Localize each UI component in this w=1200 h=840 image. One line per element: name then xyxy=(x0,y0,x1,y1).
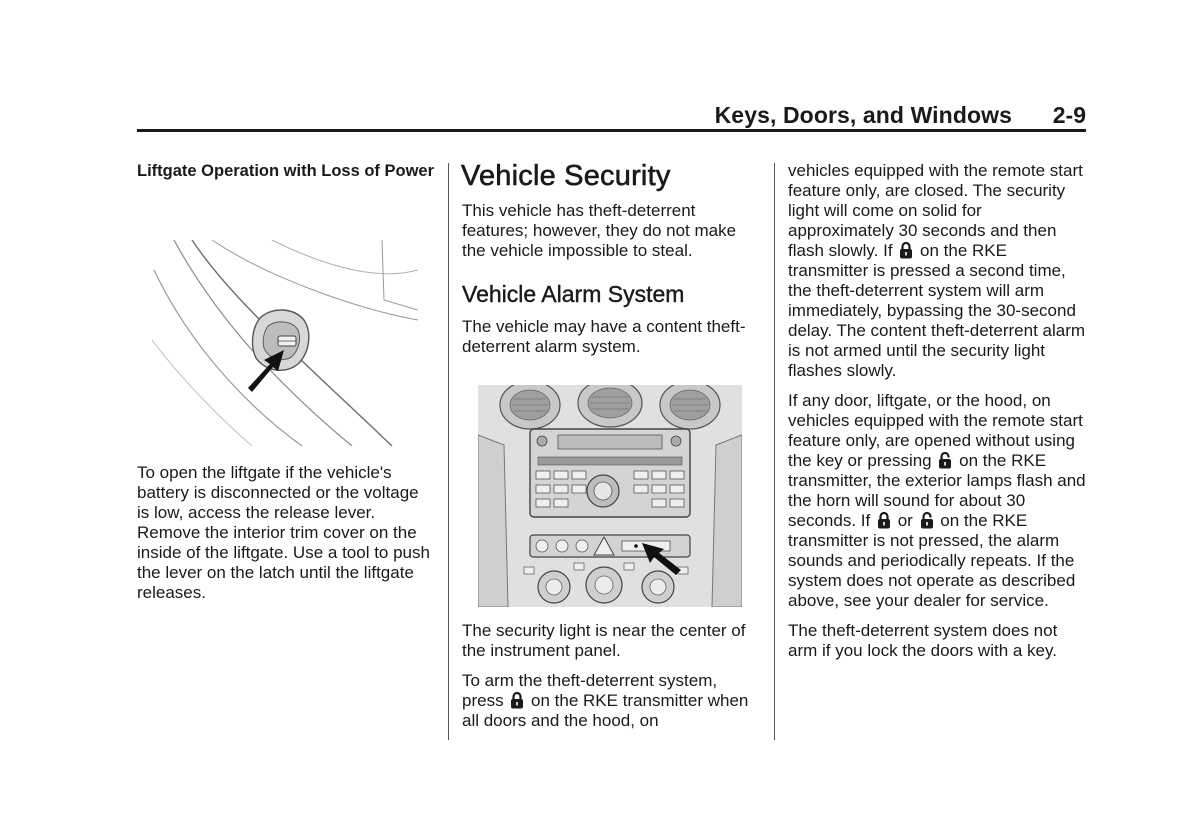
section-title: Keys, Doors, and Windows xyxy=(714,102,1012,128)
liftgate-paragraph: To open the liftgate if the vehicle's battery is disconnected or the voltage is low, access the release lever. Remove the interior trim cover on the inside of the liftgate. Use a tool to push the lever on the latch until the liftgate releases. xyxy=(137,463,430,602)
column-divider xyxy=(774,163,775,740)
arm-instructions: To arm the theft-deterrent system, press on the RKE transmitter when all doors and the hood, on xyxy=(462,671,749,730)
page-number: 2-9 xyxy=(1052,102,1086,128)
liftgate-release-illustration xyxy=(152,240,418,446)
column-3 xyxy=(788,161,1088,671)
vehicle-security-heading: Vehicle Security xyxy=(461,160,671,192)
alarm-trigger-paragraph: If any door, liftgate, or the hood, on vehicles equipped with the remote start feature only, are opened without using the key or pressing on the RKE transmitter, the exterior lamps flash and the horn will sound for about 30 seconds. If or on the RKE transmitter is not pressed, the alarm sounds and periodically repeats. If the system does not operate as described above, see your dealer for service. xyxy=(788,391,1086,610)
key-lock-note: The theft-deterrent system does not arm if you lock the doors with a key. xyxy=(788,621,1058,660)
lock-icon xyxy=(877,511,891,529)
lock-icon xyxy=(899,241,913,259)
unlock-icon xyxy=(938,451,952,469)
lock-icon xyxy=(510,691,524,709)
security-light-caption: The security light is near the center of the instrument panel. xyxy=(462,621,746,660)
alarm-system-text: The vehicle may have a content theft-deterrent alarm system. xyxy=(462,317,746,356)
alarm-system-heading: Vehicle Alarm System xyxy=(462,281,685,307)
column-divider xyxy=(448,163,449,740)
arm-continued-paragraph: vehicles equipped with the remote start feature only, are closed. The security light will come on solid for approximately 30 seconds and then flash slowly. If on the RKE transmitter is pressed a second time, the theft-deterrent system will arm immediately, bypassing the 30-second delay. The content theft-deterrent alarm is not armed until the security light flashes slowly. xyxy=(788,161,1086,380)
unlock-icon xyxy=(920,511,934,529)
page-header xyxy=(137,100,1086,132)
instrument-panel-illustration xyxy=(478,385,742,607)
liftgate-subheading: Liftgate Operation with Loss of Power xyxy=(137,162,435,180)
security-intro: This vehicle has theft-deterrent features; however, they do not make the vehicle impossible to steal. xyxy=(462,201,737,260)
header-rule xyxy=(137,129,1086,132)
